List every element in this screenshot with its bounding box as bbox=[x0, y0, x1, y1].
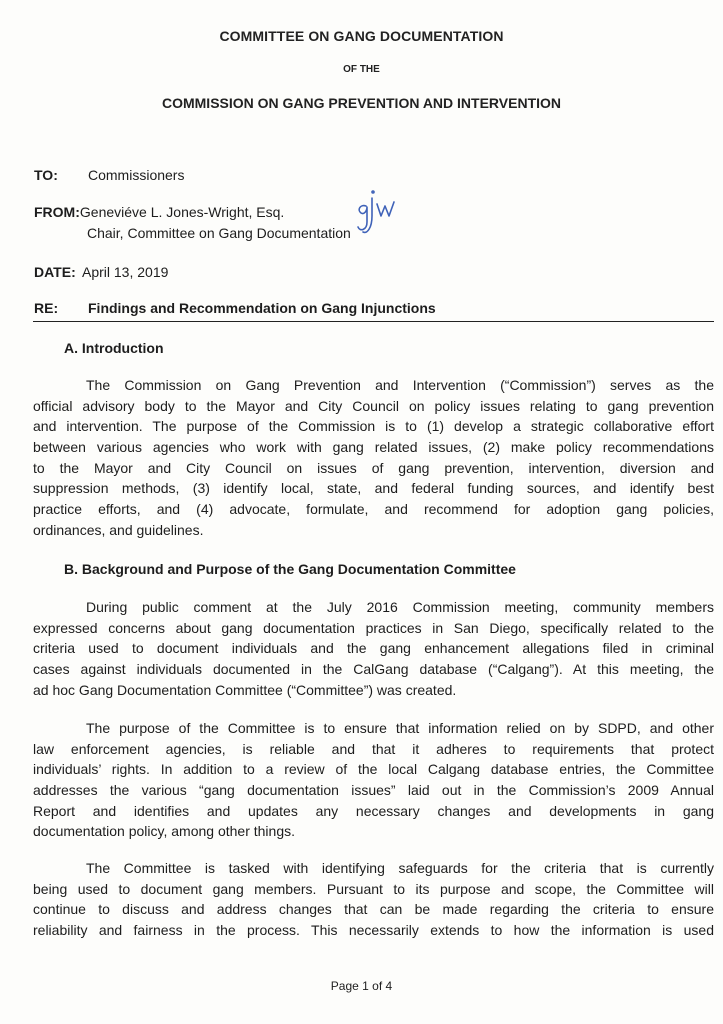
paragraph-line: During public comment at the July 2016 Commission meeting, community members bbox=[86, 599, 714, 615]
paragraph-line: The purpose of the Committee is to ensure that information relied on by SDPD, and other bbox=[86, 720, 714, 736]
from-label: FROM: bbox=[34, 204, 80, 220]
paragraph-line: being used to document gang members. Pursuant to its purpose and scope, the Committee will bbox=[33, 880, 714, 897]
introduction-paragraph bbox=[33, 375, 714, 541]
from-title: Chair, Committee on Gang Documentation bbox=[87, 225, 351, 241]
paragraph-line: Report and identifies and updates any necessary changes and developments in gang bbox=[33, 802, 714, 819]
paragraph-line: reliability and fairness in the process. This necessarily extends to how the information is used bbox=[33, 922, 714, 939]
paragraph-line: The Commission on Gang Prevention and Intervention (“Commission”) serves as the bbox=[86, 377, 714, 393]
paragraph-line: continue to discuss and address changes that can be made regarding the criteria to ensure bbox=[33, 901, 714, 918]
to-value: Commissioners bbox=[88, 167, 185, 183]
date-label: DATE: bbox=[34, 264, 76, 280]
page-number: Page 1 of 4 bbox=[330, 979, 393, 993]
paragraph-line: practice efforts, and (4) advocate, formulate, and recommend for adoption gang policies, bbox=[33, 501, 714, 518]
paragraph-line: to the Mayor and City Council on issues of gang prevention, intervention, diversion and bbox=[33, 459, 714, 476]
background-paragraph-3 bbox=[33, 858, 714, 941]
to-label: TO: bbox=[34, 167, 58, 183]
memo-re bbox=[34, 298, 436, 318]
background-paragraph-2 bbox=[33, 718, 714, 842]
paragraph-line: suppression methods, (3) identify local, state, and federal funding sources, and identify best bbox=[33, 480, 714, 497]
background-paragraph-1 bbox=[33, 597, 714, 700]
re-value: Findings and Recommendation on Gang Injunctions bbox=[88, 300, 436, 316]
paragraph-line: criteria used to document individuals and the gang enhancement allegations filed in criminal bbox=[33, 640, 714, 657]
commission-title: COMMISSION ON GANG PREVENTION AND INTERVENTION bbox=[161, 95, 562, 111]
section-a-heading: A. Introduction bbox=[64, 340, 164, 356]
handwritten-initials-signature bbox=[352, 186, 402, 238]
paragraph-line: individuals’ rights. In addition to a review of the local Calgang database entries, the Committee bbox=[33, 761, 714, 778]
paragraph-line: law enforcement agencies, is reliable and that it adheres to requirements that protect bbox=[33, 740, 714, 757]
paragraph-line: documentation policy, among other things. bbox=[33, 823, 296, 840]
memo-from bbox=[34, 202, 284, 222]
paragraph-line: The Committee is tasked with identifying safeguards for the criteria that is currently bbox=[86, 860, 714, 876]
committee-title: COMMITTEE ON GANG DOCUMENTATION bbox=[219, 28, 504, 44]
paragraph-line: expressed concerns about gang documentation practices in San Diego, specifically related to the bbox=[33, 619, 714, 636]
memo-to bbox=[34, 165, 184, 185]
paragraph-line: addresses the various “gang documentation issues” laid out in the Commission’s 2009 Annual bbox=[33, 782, 714, 799]
section-b-heading: B. Background and Purpose of the Gang Documentation Committee bbox=[64, 561, 516, 577]
paragraph-line: ordinances, and guidelines. bbox=[33, 521, 204, 538]
re-label: RE: bbox=[34, 300, 59, 316]
header-divider bbox=[33, 321, 714, 322]
paragraph-line: and intervention. The purpose of the Commission is to (1) develop a strategic collaborative effort bbox=[33, 418, 714, 435]
memo-date bbox=[34, 262, 168, 282]
date-value: April 13, 2019 bbox=[82, 264, 169, 280]
from-value: Geneviéve L. Jones-Wright, Esq. bbox=[79, 204, 285, 220]
paragraph-line: between various agencies who work with gang related issues, (2) make policy recommendations bbox=[33, 439, 714, 456]
paragraph-line: ad hoc Gang Documentation Committee (“Committee”) was created. bbox=[33, 681, 457, 698]
paragraph-line: official advisory body to the Mayor and City Council on policy issues relating to gang prevention bbox=[33, 397, 714, 414]
of-the-line: OF THE bbox=[343, 64, 380, 75]
paragraph-line: cases against individuals documented in the CalGang database (“Calgang”). At this meeting, the bbox=[33, 661, 714, 678]
